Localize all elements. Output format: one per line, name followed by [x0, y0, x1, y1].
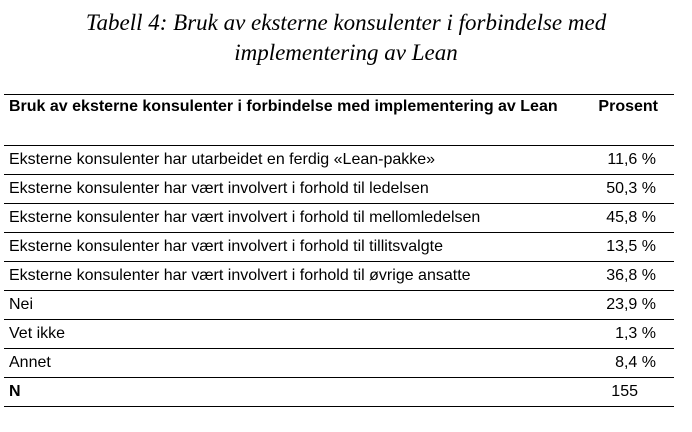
caption-line-1: Tabell 4: Bruk av eksterne konsulenter i forbindelse med [85, 10, 607, 35]
row-value: 13,5 % [606, 238, 656, 255]
header-label-column: Bruk av eksterne konsulenter i forbindelse med implementering av Lean [9, 98, 558, 115]
total-row [4, 378, 674, 407]
table-row [4, 146, 674, 175]
table-row [4, 204, 674, 233]
header-row [4, 95, 674, 146]
table-footer [4, 378, 674, 407]
row-value: 50,3 % [606, 180, 656, 197]
row-value: 36,8 % [606, 267, 656, 284]
table-caption [0, 8, 692, 68]
row-value: 23,9 % [606, 296, 656, 313]
row-value: 11,6 % [607, 151, 656, 168]
row-label: Annet [9, 354, 51, 371]
table-row [4, 233, 674, 262]
row-label: Eksterne konsulenter har vært involvert i forhold til tillitsvalgte [9, 238, 443, 255]
total-value: 155 [611, 383, 638, 400]
caption-line-2: implementering av Lean [234, 40, 458, 65]
table-row [4, 320, 674, 349]
row-label: Nei [9, 296, 34, 313]
row-value: 8,4 % [615, 354, 656, 371]
table-row [4, 262, 674, 291]
table-row [4, 349, 674, 378]
row-label: Eksterne konsulenter har vært involvert i forhold til mellomledelsen [9, 209, 481, 226]
row-label: Eksterne konsulenter har vært involvert i forhold til øvrige ansatte [9, 267, 471, 284]
row-label: Eksterne konsulenter har utarbeidet en ferdig «Lean-pakke» [9, 151, 436, 168]
table-body [4, 146, 674, 378]
table-row [4, 175, 674, 204]
data-table [4, 94, 674, 407]
row-value: 45,8 % [606, 209, 656, 226]
row-value: 1,3 % [615, 325, 656, 342]
table-row [4, 291, 674, 320]
row-label: Vet ikke [9, 325, 66, 342]
total-label: N [9, 383, 21, 400]
row-label: Eksterne konsulenter har vært involvert i forhold til ledelsen [9, 180, 429, 197]
table-header [4, 95, 674, 146]
header-percent-column: Prosent [598, 98, 658, 115]
